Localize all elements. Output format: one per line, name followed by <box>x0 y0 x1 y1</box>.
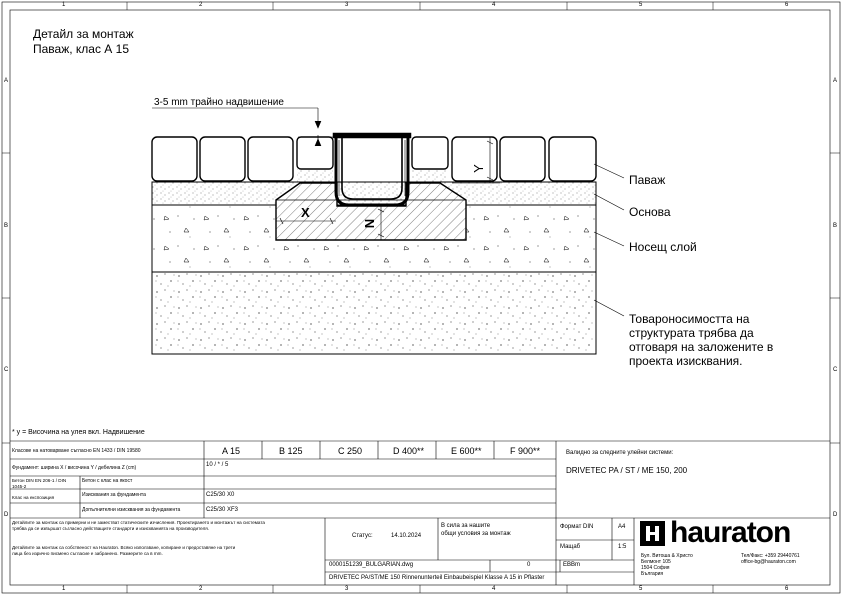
class-e600: E 600** <box>451 446 482 456</box>
company-email: office-bg@hauraton.com <box>741 559 796 565</box>
border-row-a: A <box>4 78 9 84</box>
sheet-number: 0 <box>527 562 531 568</box>
callout-load-1: Товароносимостта на <box>629 312 750 326</box>
legend-table-grid <box>10 441 830 585</box>
drawn-by: EBBm <box>563 562 581 568</box>
overheight-note: 3-5 mm трайно надвишение <box>154 97 284 108</box>
callout-bearing-layer: Носещ слой <box>629 240 697 254</box>
format-value: A4 <box>618 524 626 530</box>
drawing-file: 0000151239_BULGARIAN.dwg <box>329 562 414 568</box>
border-row-b: B <box>4 223 9 229</box>
border-col-4: 4 <box>492 2 496 8</box>
foundation-dims-value: 10 / * / 5 <box>206 462 229 468</box>
class-c250: C 250 <box>338 446 363 456</box>
scale-label: Мащаб <box>560 544 581 550</box>
format-label: Формат DIN <box>560 524 594 530</box>
callout-load-3: отговаря на заложените в <box>629 340 774 354</box>
legal-line-1: Детайлите за монтаж са примерни и не заместват статическите изчисления. Проектирането и монтажът на системата <box>12 520 265 525</box>
callout-load-2: структурата трябва да <box>629 326 754 340</box>
paving-joints <box>297 169 448 182</box>
border-row-d-right: D <box>833 512 838 518</box>
callout-load-4: проекта изисквания. <box>629 354 743 368</box>
callout-base: Основа <box>629 205 671 219</box>
company-address-4: България <box>641 571 664 577</box>
border-row-b-right: B <box>833 223 838 229</box>
footnote: * y = Височина на улея вкл. Надвишение <box>12 429 145 436</box>
border-col-2: 2 <box>199 2 203 8</box>
drawing-title: Детайл за монтаж <box>33 27 134 41</box>
concrete-class-value-b: C25/30 XF3 <box>206 507 239 513</box>
callout-leaders <box>594 164 624 316</box>
state-note-2: общи условия за монтаж <box>441 531 511 537</box>
state-note-1: В сила за нашите <box>441 523 491 529</box>
foundation-dims-label: Фундамент: ширина X / височина Y / дебелина Z (cm) <box>12 465 137 471</box>
class-d400: D 400** <box>393 446 425 456</box>
status-label: Статус: <box>352 533 373 539</box>
border-col-5-bottom: 5 <box>639 586 643 592</box>
concrete-class-value-a: C25/30 X0 <box>206 492 235 498</box>
border-row-c: C <box>4 367 9 373</box>
border-col-2-bottom: 2 <box>199 586 203 592</box>
subbase-layer <box>152 272 596 354</box>
callout-paving: Паваж <box>629 173 666 187</box>
border-row-d: D <box>4 512 9 518</box>
drawing-subtitle: Паваж, клас А 15 <box>33 42 129 56</box>
border-col-6: 6 <box>785 2 789 8</box>
border-col-3: 3 <box>345 2 349 8</box>
dim-x-label: X <box>301 205 310 220</box>
exposure-class-label: Клас на експозиция <box>12 495 55 500</box>
border-col-1: 1 <box>62 2 66 8</box>
additional-req-label: Допълнителни изисквания за фундамента <box>82 507 181 513</box>
foundation-req-label: Изисквания за фундамента <box>82 492 146 498</box>
border-row-c-right: C <box>833 367 838 373</box>
company-logo-text: hauraton <box>670 516 791 549</box>
border-col-6-bottom: 6 <box>785 586 789 592</box>
dim-y-label: Y <box>470 164 486 173</box>
class-a15: A 15 <box>222 446 241 456</box>
dim-n-label: N <box>362 218 378 229</box>
legal-line-4: лица без изрично писмено съгласие е забранено. Размерите са в mm. <box>12 551 163 556</box>
concrete-standard-label: Бетон DIN EN 206-1 / DIN 1045-2 <box>12 478 67 489</box>
drawing-description: DRIVETEC PA/ST/ME 150 Rinnenunterteil Einbaubeispiel Klasse A 15 in Pflaster <box>329 575 545 581</box>
border-col-5: 5 <box>639 2 643 8</box>
base-layer <box>152 182 596 205</box>
class-b125: B 125 <box>279 446 303 456</box>
class-f900: F 900** <box>510 446 541 456</box>
company-address-2: Белмонт 105 <box>641 559 671 565</box>
company-address-3: 1504 София <box>641 565 670 571</box>
concrete-class-label: Бетон с клас на якост <box>82 478 133 484</box>
border-col-1-bottom: 1 <box>62 586 66 592</box>
legal-line-3: Детайлите за монтаж са собственост на Hauraton. Всяко използване, копиране и предоставяне на трети <box>12 545 236 550</box>
scale-value: 1:5 <box>618 544 627 550</box>
hauraton-logo-icon <box>640 521 665 546</box>
table-header-label: Класове на натоварване съгласно EN 1433 / DIN 19580 <box>12 448 141 454</box>
company-address-1: Бул. Витоша & Христо <box>641 553 693 559</box>
border-col-4-bottom: 4 <box>492 586 496 592</box>
valid-for-value: DRIVETEC PA / ST / ME 150, 200 <box>566 466 688 475</box>
paving-stones <box>152 137 596 181</box>
legal-line-2: трябва да се извършат съгласно действащите стандарти и изискванията на производителя. <box>12 526 210 531</box>
status-date: 14.10.2024 <box>391 533 422 539</box>
border-col-3-bottom: 3 <box>345 586 349 592</box>
border-row-a-right: A <box>833 78 838 84</box>
company-phone: Тел/Факс: +359 29440761 <box>741 553 800 559</box>
valid-for-title: Валидно за следните улейни системи: <box>566 450 674 456</box>
